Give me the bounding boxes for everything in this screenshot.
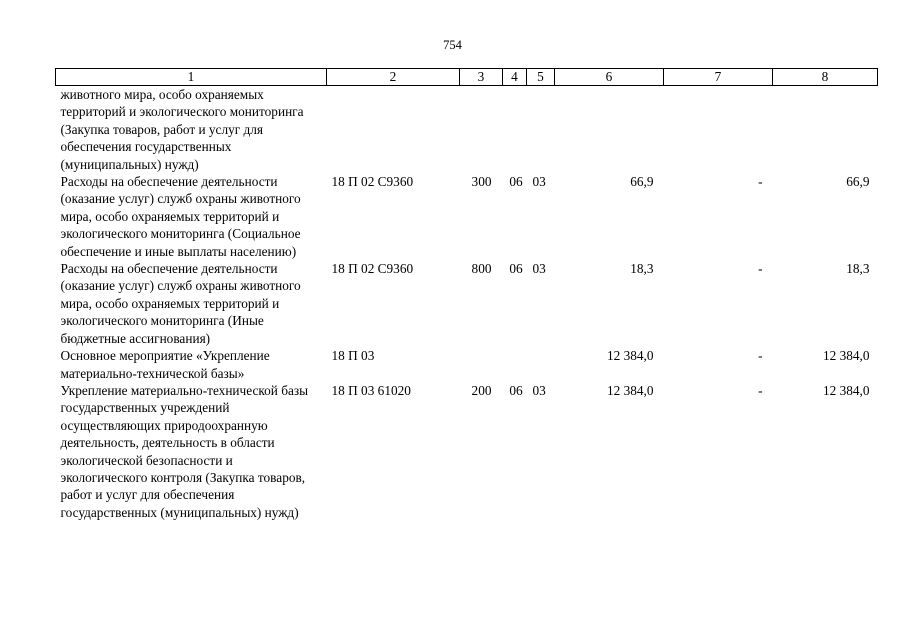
row-code: 18 П 02 С9360 bbox=[331, 174, 414, 190]
row-subsection: 03 bbox=[532, 174, 546, 190]
row-code: 18 П 03 61020 bbox=[331, 382, 411, 398]
row-amount-total bbox=[555, 86, 664, 174]
row-amount-regional: 12 384,0 bbox=[822, 382, 870, 398]
row-section: 06 bbox=[509, 174, 523, 190]
table-row bbox=[56, 260, 878, 347]
table-row bbox=[56, 382, 878, 521]
column-header-8: 8 bbox=[773, 69, 878, 86]
row-name: Расходы на обеспечение деятельности (оказание услуг) служб охраны животного мира, особо охраняемых территорий и экологического мониторинга (Иные бюджетные ассигнования) bbox=[60, 261, 301, 346]
column-header-6: 6 bbox=[555, 69, 664, 86]
row-name: Расходы на обеспечение деятельности (оказание услуг) служб охраны животного мира, особо охраняемых территорий и экологического мониторинга (Социальное обеспечение и иные выплаты населению) bbox=[60, 174, 301, 259]
row-section bbox=[503, 347, 527, 382]
row-code: 18 П 02 С9360 bbox=[331, 261, 414, 277]
row-name: Укрепление материально-технической базы государственных учреждений осуществляющих природоохранную деятельность, деятельность в области экологической безопасности и экологического контроля (Закупка товаров, работ и услуг для обеспечения государственных (муниципальных) нужд) bbox=[60, 382, 309, 520]
row-name: животного мира, особо охраняемых территорий и экологического мониторинга (Закупка товаров, работ и услуг для обеспечения государственных (муниципальных) нужд) bbox=[60, 87, 304, 172]
row-amount-regional bbox=[773, 86, 878, 174]
row-amount-total: 12 384,0 bbox=[606, 382, 654, 398]
column-header-4: 4 bbox=[503, 69, 527, 86]
row-amount-regional: 66,9 bbox=[846, 174, 870, 190]
row-amount-federal: - bbox=[758, 382, 763, 398]
row-section: 06 bbox=[509, 382, 523, 398]
table-row bbox=[56, 173, 878, 260]
row-subsection bbox=[527, 86, 555, 174]
column-header-1: 1 bbox=[56, 69, 327, 86]
row-expense-type bbox=[460, 347, 503, 382]
column-header-7: 7 bbox=[664, 69, 773, 86]
row-expense-type: 800 bbox=[471, 261, 492, 277]
page-number: 754 bbox=[443, 38, 462, 52]
table-row bbox=[56, 86, 878, 174]
column-header-3: 3 bbox=[460, 69, 503, 86]
column-header-5: 5 bbox=[527, 69, 555, 86]
row-name: Основное мероприятие «Укрепление материально-технической базы» bbox=[60, 348, 270, 381]
budget-table bbox=[55, 68, 878, 521]
row-section: 06 bbox=[509, 261, 523, 277]
row-amount-federal: - bbox=[758, 261, 763, 277]
row-expense-type: 300 bbox=[471, 174, 492, 190]
row-code: 18 П 03 bbox=[331, 348, 375, 364]
row-amount-regional: 12 384,0 bbox=[822, 348, 870, 364]
row-code bbox=[327, 86, 460, 174]
row-section bbox=[503, 86, 527, 174]
row-amount-federal: - bbox=[758, 348, 763, 364]
row-expense-type: 200 bbox=[471, 382, 492, 398]
row-subsection: 03 bbox=[532, 382, 546, 398]
row-amount-total: 18,3 bbox=[630, 261, 654, 277]
table-header bbox=[56, 69, 878, 86]
row-amount-regional: 18,3 bbox=[846, 261, 870, 277]
row-subsection bbox=[527, 347, 555, 382]
row-amount-total: 66,9 bbox=[630, 174, 654, 190]
row-expense-type bbox=[460, 86, 503, 174]
header-row bbox=[56, 69, 878, 86]
row-amount-federal: - bbox=[758, 174, 763, 190]
column-header-2: 2 bbox=[327, 69, 460, 86]
row-amount-federal bbox=[664, 86, 773, 174]
row-subsection: 03 bbox=[532, 261, 546, 277]
row-amount-total: 12 384,0 bbox=[606, 348, 654, 364]
table-body bbox=[56, 86, 878, 522]
table-row bbox=[56, 347, 878, 382]
